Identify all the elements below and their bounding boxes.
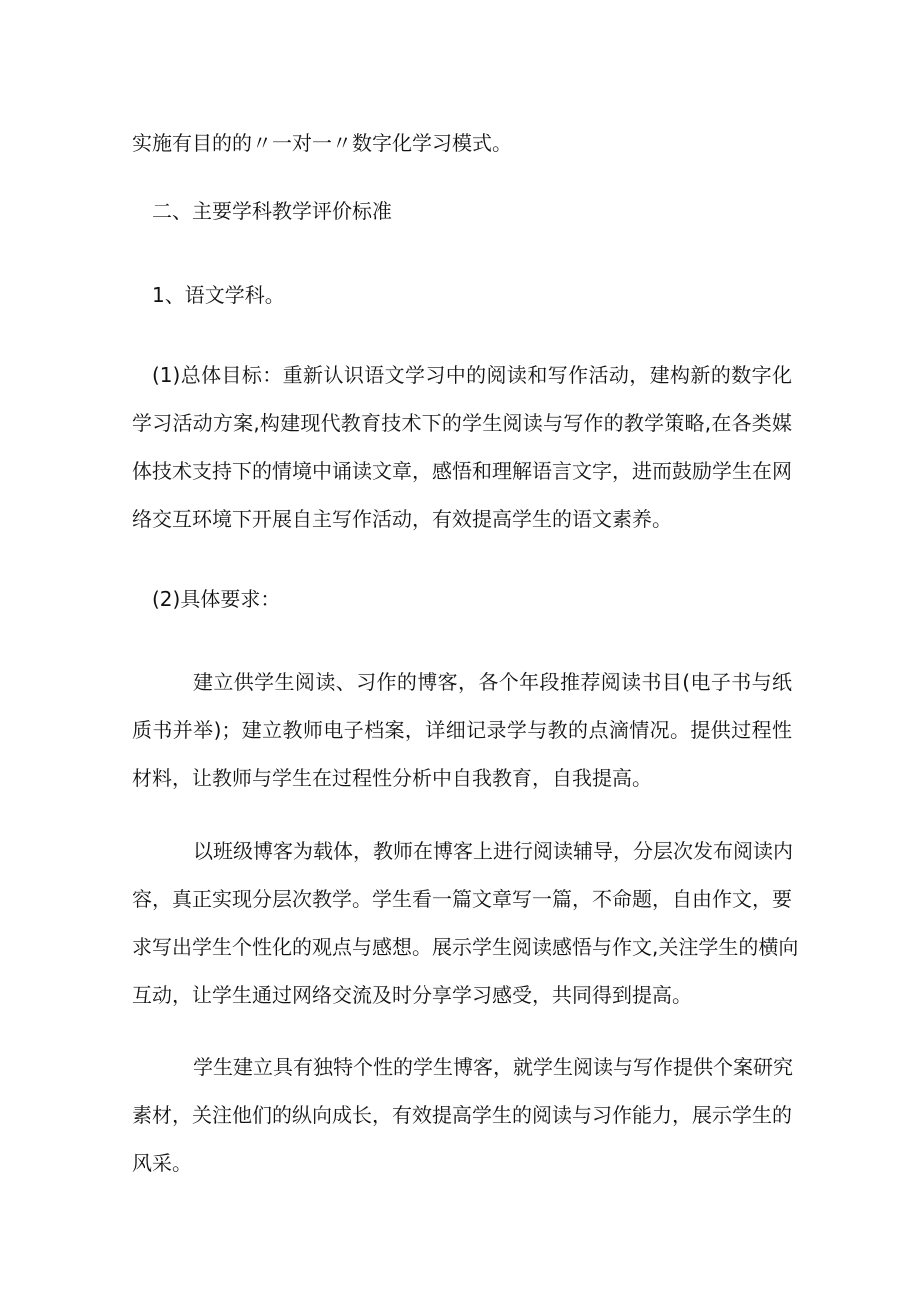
paragraph-line: 以班级博客为载体，教师在博客上进行阅读辅导，分层次发布阅读内 [193,839,793,863]
paragraph-line: 体技术支持下的情境中诵读文章，感悟和理解语言文字，进而鼓励学生在网 [132,459,792,483]
paragraph-line: 材料，让教师与学生在过程性分析中自我教育，自我提高。 [132,766,652,790]
paragraph-line: 素材，关注他们的纵向成长，有效提高学生的阅读与习作能力，展示学生的 [132,1103,792,1127]
section-heading: 二、主要学科教学评价标准 [152,199,392,223]
paragraph-line: 求写出学生个性化的观点与感想。展示学生阅读感悟与作文,关注学生的横向 [132,935,799,959]
paragraph-line: 建立供学生阅读、习作的博客，各个年段推荐阅读书目(电子书与纸 [193,670,792,694]
subsection-heading: 1、语文学科。 [152,283,285,307]
paragraph-line: 络交互环境下开展自主写作活动，有效提高学生的语文素养。 [132,507,672,531]
paragraph-line: 风采。 [132,1151,192,1175]
paragraph-line: (1)总体目标：重新认识语文学习中的阅读和写作活动，建构新的数字化 [152,363,792,387]
paragraph-line: 质书并举)；建立教师电子档案，详细记录学与教的点滴情况。提供过程性 [132,718,792,742]
paragraph-line: 实施有目的的〃一对一〃数字化学习模式。 [132,131,512,155]
paragraph-line: 互动，让学生通过网络交流及时分享学习感受，共同得到提高。 [132,983,692,1007]
paragraph-line: 容，真正实现分层次教学。学生看一篇文章写一篇，不命题，自由作文，要 [132,887,792,911]
paragraph-line: 学生建立具有独特个性的学生博客，就学生阅读与写作提供个案研究 [193,1055,793,1079]
paragraph-line: 学习活动方案,构建现代教育技术下的学生阅读与写作的教学策略,在各类媒 [132,411,792,435]
paragraph-line: (2)具体要求： [152,587,281,611]
